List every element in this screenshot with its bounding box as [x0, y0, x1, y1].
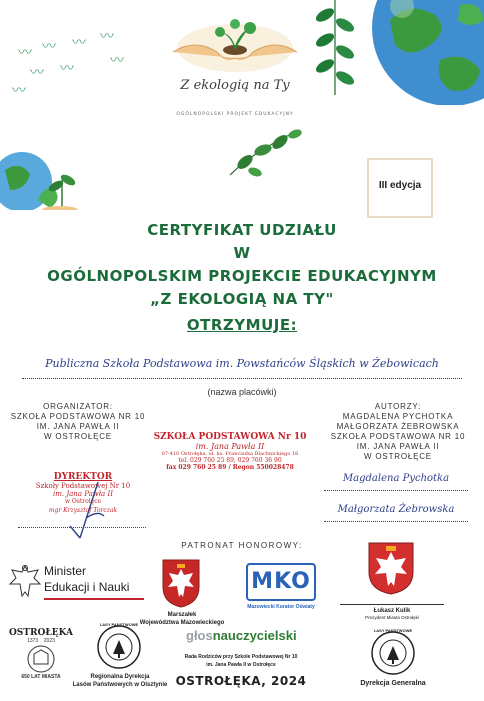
- bird-icon: 〰: [30, 65, 44, 81]
- bird-icon: 〰: [110, 53, 124, 69]
- kulik-divider: [340, 604, 444, 605]
- school-stamp: [148, 432, 312, 484]
- director-stamp-line3: w Ostrołęce: [64, 498, 102, 505]
- school-stamp-line1: SZKOŁA PODSTAWOWA Nr 10: [153, 432, 307, 442]
- bird-icon: 〰: [12, 83, 26, 99]
- dgdlp-label: Dyrekcja Generalna: [360, 680, 426, 687]
- ostroleka-650-anniversary: 650 LAT MIASTA: [21, 674, 61, 680]
- certificate-title-project: OGÓLNOPOLSKIM PROJEKCIE EDUKACYJNYM: [47, 267, 437, 285]
- ostroleka-650-emblem-icon: [6, 644, 76, 674]
- marszalek-line2: Województwa Mazowieckiego: [139, 620, 225, 626]
- director-stamp-title: DYREKTOR: [53, 472, 113, 482]
- lasy-ring-text-right: LASY PAŃSTWOWE: [373, 628, 413, 633]
- bird-icon: 〰: [60, 61, 74, 77]
- bird-icon: 〰: [72, 35, 86, 51]
- hands-plant-illustration: [165, 8, 305, 76]
- authors-line1: MAGDALENA PYCHOTKA: [342, 412, 454, 421]
- certificate-title-w: W: [233, 244, 251, 262]
- lasy-panstwowe-logo-icon: [370, 630, 416, 676]
- earth-globe-illustration: [340, 0, 484, 105]
- school-stamp-line4: tel. 029 760 25 89, 029 760 36 90: [178, 457, 282, 464]
- school-stamp-line3: 07-410 Ostrołęka, ul. ks. Franciszka Blachnickiego 16: [161, 451, 299, 457]
- ostroleka-coat-of-arms-icon: [366, 540, 416, 596]
- authors-block: [318, 402, 478, 462]
- mko-logo: [246, 563, 316, 601]
- recipient-name: Publiczna Szkoła Podstawowa im. Powstańców Śląskich w Żebowicach: [45, 357, 439, 370]
- city-year: OSTROŁĘKA, 2024: [175, 674, 307, 688]
- director-signature-scribble: [58, 480, 108, 540]
- mazovia-coat-of-arms-icon: [160, 557, 202, 609]
- ostroleka-650-years: 1373 2023: [27, 638, 55, 644]
- organizer-line3: W OSTROŁĘCE: [44, 432, 112, 441]
- bird-icon: 〰: [18, 45, 32, 61]
- certificate-project-name: „Z EKOLOGIĄ NA TY": [150, 290, 334, 308]
- vine-leaves-decoration: [225, 120, 305, 180]
- polish-eagle-icon: [8, 562, 42, 600]
- author-signature-1: Magdalena Pychotka: [342, 473, 450, 484]
- minister-line2: Edukacji i Nauki: [44, 580, 130, 594]
- small-globe-plant-illustration: [0, 140, 85, 210]
- kulik-role: Prezydent Miasta Ostrołęki: [365, 615, 419, 620]
- authors-line3: SZKOŁA PODSTAWOWA NR 10: [330, 432, 466, 441]
- minister-line1: Minister: [44, 564, 87, 578]
- organizer-block: [8, 402, 148, 442]
- lasy-ring-text: LASY PAŃSTWOWE: [99, 622, 139, 627]
- organizer-label: ORGANIZATOR:: [43, 402, 113, 411]
- mko-logo-text: MKO: [251, 569, 311, 594]
- school-stamp-line5: fax 029 760 25 89 / Regon 550028478: [166, 464, 294, 471]
- bird-icon: 〰: [42, 39, 56, 55]
- authors-line5: W OSTROŁĘCE: [364, 452, 432, 461]
- glos-nauczycielski-logo: [186, 628, 296, 643]
- bird-icon: 〰: [100, 29, 114, 45]
- rdlp-line2: Lasów Państwowych w Olsztynie: [72, 682, 168, 688]
- glos-prefix: głos: [186, 628, 213, 643]
- rdlp-line1: Regionalna Dyrekcja: [90, 674, 150, 680]
- director-stamp-line1: Szkoły Podstawowej Nr 10: [35, 482, 131, 490]
- organizer-line2: IM. JANA PAWŁA II: [36, 422, 120, 431]
- rada-line2: im. Jana Pawła II w Ostrołęce: [206, 662, 276, 668]
- kulik-name: Łukasz Kulik: [373, 608, 411, 614]
- minister-red-bar: [44, 598, 144, 600]
- ostroleka-650-name: OSTROŁĘKA: [8, 628, 74, 638]
- director-stamp-name: mgr Krzysztof Torczak: [48, 507, 118, 514]
- director-stamp-line2: im. Jana Pawła II: [53, 490, 113, 498]
- patronat-label: PATRONAT HONOROWY:: [181, 541, 303, 550]
- authors-line2: MAŁGORZATA ŻEBROWSKA: [336, 422, 460, 431]
- ostroleka-650-logo: [6, 628, 76, 690]
- author-signature-2: Małgorzata Żebrowska: [337, 504, 455, 515]
- director-signature-line: [18, 527, 146, 528]
- authors-line4: IM. JANA PAWŁA II: [356, 442, 440, 451]
- mko-caption: Mazowiecki Kurator Oświaty: [247, 604, 315, 610]
- rada-line1: Rada Rodziców przy Szkole Podstawowej Nr 10: [184, 654, 298, 660]
- certificate-title: CERTYFIKAT UDZIAŁU: [147, 221, 337, 239]
- lasy-panstwowe-logo-icon: [96, 624, 142, 670]
- certificate-receives-label: OTRZYMUJE:: [186, 316, 298, 334]
- edition-label: III edycja: [378, 180, 422, 191]
- project-logo-subtitle: OGÓLNOPOLSKI PROJEKT EDUKACYJNY: [176, 112, 294, 117]
- author-signature-line-1: [324, 490, 468, 491]
- recipient-caption: (nazwa placówki): [207, 387, 277, 397]
- authors-label: AUTORZY:: [374, 402, 422, 411]
- project-logo-title: Z ekologią na Ty: [180, 78, 290, 93]
- organizer-line1: SZKOŁA PODSTAWOWA NR 10: [10, 412, 146, 421]
- author-signature-line-2: [324, 521, 468, 522]
- marszalek-line1: Marszałek: [167, 612, 197, 618]
- school-stamp-line2: im. Jana Pawła II: [195, 442, 265, 451]
- recipient-dotted-line: [22, 378, 462, 379]
- glos-suffix: nauczycielski: [212, 628, 297, 643]
